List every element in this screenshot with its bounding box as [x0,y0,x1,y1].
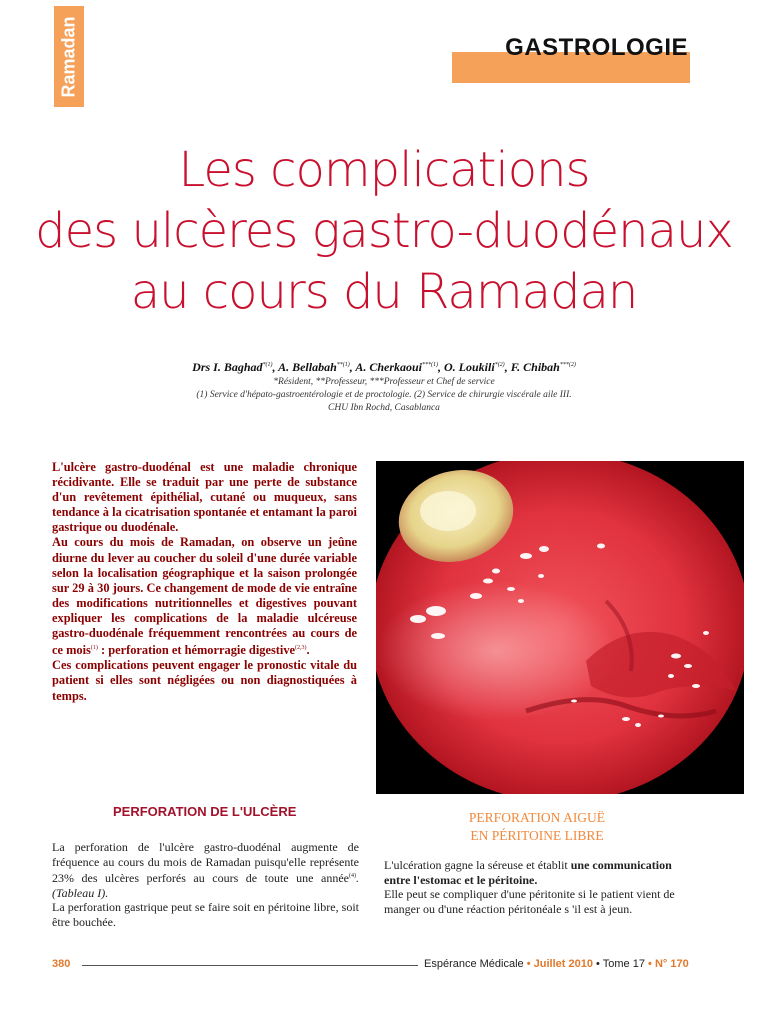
section-heading-perforation: PERFORATION DE L'ULCÈRE [113,804,297,819]
affiliation-roles: *Résident, **Professeur, ***Professeur et Chef de service [273,377,495,387]
footer-journal: Espérance Médicale • Juillet 2010 • Tome 17 • N° 170 [424,958,689,970]
author-mark: **(1) [336,362,350,368]
section-tab-label: Ramadan [58,15,79,98]
page-number: 380 [52,958,71,970]
author-name: O. Loukili [444,360,495,374]
issue-tome: Tome 17 [602,958,645,970]
intro-text [52,460,357,704]
body-paragraph: L'ulcération gagne la séreuse et établit une communication entre l'estomac et le péritoine. [384,858,672,887]
title-line: au cours du Ramadan [130,264,638,320]
author-mark: ***(2) [559,362,576,368]
issue-date: Juillet 2010 [533,958,593,970]
footer-rule [82,965,418,966]
body-text-left [52,840,359,930]
endoscopy-photo [376,461,744,794]
reference-mark: (2,3) [295,645,307,652]
body-paragraph: La perforation gastrique peut se faire soit en péritoine libre, soit être bouchée. [52,900,359,929]
body-text-right [384,858,690,916]
section-heading-perforation-aigue: PERFORATION AIGUË EN PÉRITOINE LIBRE [468,810,606,843]
title-line: Les complications [178,142,590,198]
affiliation-services: (1) Service d'hépato-gastroentérologie et de proctologie. (2) Service de chirurgie viscérale aile III. [196,390,572,400]
journal-name: Espérance Médicale [424,958,524,970]
article-title [0,140,768,323]
issue-number: N° 170 [654,958,689,970]
author-name: A. Cherkaoui [355,360,423,374]
section-tab [54,6,84,107]
body-paragraph: La perforation de l'ulcère gastro-duodénal augmente de fréquence au cours du mois de Ramadan puisqu'elle représente 23% des ulcères perforés au cours de toute une année$^{(4)}$. (Tableau I). [52,840,359,900]
author-mark: *(1) [262,362,273,368]
rubric-title: GASTROLOGIE [505,34,688,61]
intro-paragraph: Au cours du mois de Ramadan, on observe un jeûne diurne du lever au coucher du soleil d'une durée variable selon la localisation géographique et la saison prolongée sur 29 à 30 jours. Ce changement de mode de vie entraîne des modifications nutritionnelles et digestives pouvant expliquer les complications de la maladie ulcéreuse gastro-duodénale fréquemment rencontrées au cours de ce mois$^{(1)}$ : perforation et hémorragie digestive$^{(2,3)}$. [52,535,357,658]
title-line: des ulcères gastro-duodénaux [35,203,733,259]
author-mark: ***(1) [422,362,439,368]
affiliation-hospital: CHU Ibn Rochd, Casablanca [328,403,440,413]
author-name: F. Chibah [510,360,560,374]
author-mark: *(2) [494,362,505,368]
reference-mark: (4) [349,873,356,880]
authors: Drs I. Baghad$^{*(1)}$, A. Bellabah$^{**(1)}$, A. Cherkaoui$^{***(1)}$, O. Loukili$^{*(2)}$, F. Chibah$^{***(2)}$ [192,360,576,374]
author-name: Drs I. Baghad [192,360,263,374]
body-paragraph: Elle peut se compliquer d'une péritonite si le patient vient de manger ou d'une réaction péritonéale s 'il est à jeun. [384,887,675,916]
endoscopy-image [376,461,744,794]
intro-paragraph: L'ulcère gastro-duodénal est une maladie chronique récidivante. Elle se traduit par une perte de substance d'un revêtement épithélial, cutané ou muqueux, sans tendance à la cicatrisation spontanée et entamant la paroi gastrique ou duodénale. [52,460,357,535]
reference-mark: (1) [90,645,98,652]
intro-paragraph: Ces complications peuvent engager le pronostic vitale du patient si elles sont négligées ou non diagnostiquées à temps. [52,658,357,703]
author-name: A. Bellabah [278,360,337,374]
